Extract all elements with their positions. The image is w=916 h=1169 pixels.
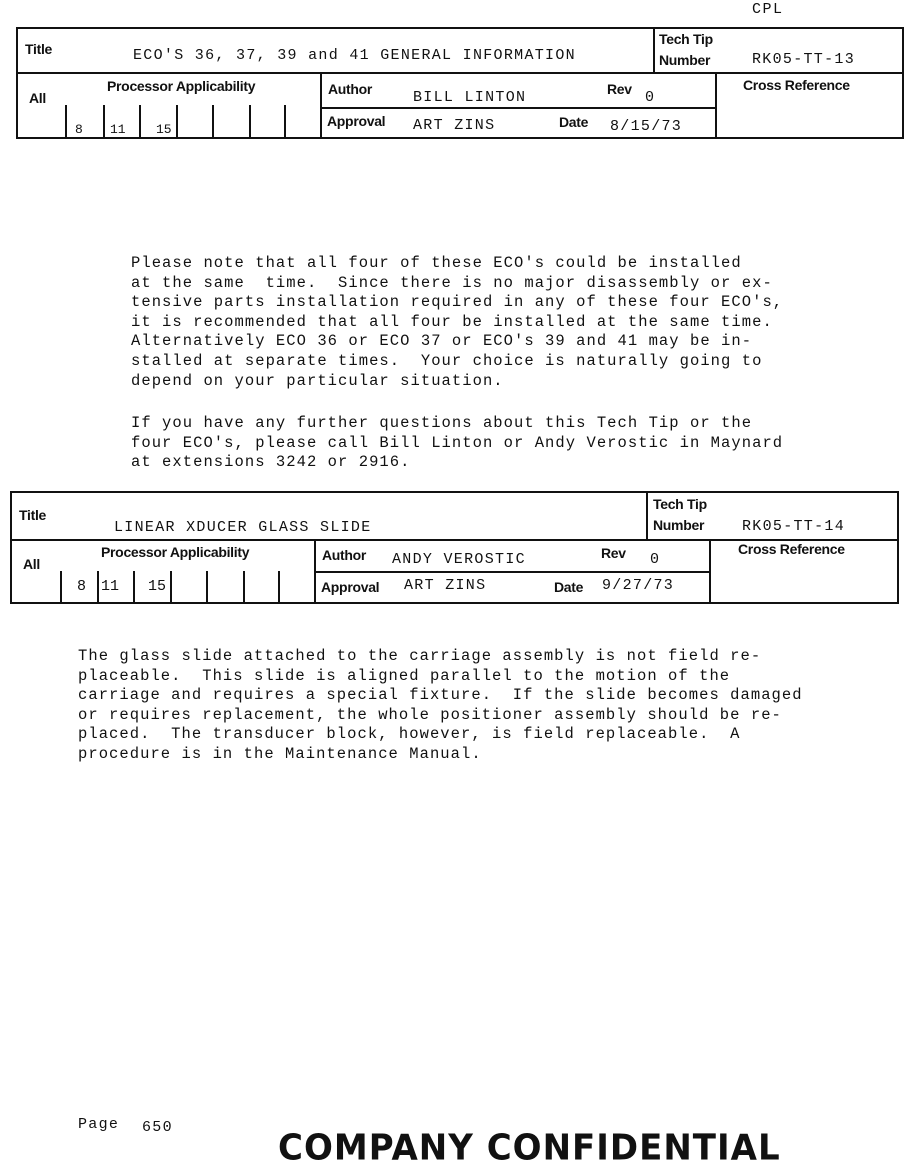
techtip-label: Tech Tip xyxy=(653,496,707,512)
proc-tick xyxy=(60,571,62,604)
processor-author-divider xyxy=(320,72,322,139)
page-marker: CPL xyxy=(752,1,784,18)
title-techtip-divider xyxy=(646,491,648,541)
rev-label: Rev xyxy=(601,545,626,561)
proc-tick xyxy=(176,105,178,139)
author-crossref-divider xyxy=(715,72,717,139)
all-label: All xyxy=(29,90,46,106)
proc-tick xyxy=(243,571,245,604)
author-label: Author xyxy=(328,81,373,97)
processor-author-divider xyxy=(314,539,316,604)
proc-tick xyxy=(249,105,251,139)
processor-15: 15 xyxy=(156,122,172,137)
author-value: BILL LINTON xyxy=(413,89,527,106)
tip-number: RK05-TT-13 xyxy=(752,51,856,68)
proc-tick xyxy=(284,105,286,139)
proc-tick xyxy=(170,571,172,604)
approval-label: Approval xyxy=(327,113,386,129)
approval-value: ART ZINS xyxy=(404,577,487,594)
title-label: Title xyxy=(25,41,53,57)
number-label: Number xyxy=(653,517,705,533)
author-value: ANDY VEROSTIC xyxy=(392,551,526,568)
proc-tick xyxy=(212,105,214,139)
page-label: Page xyxy=(78,1116,120,1133)
tip-number: RK05-TT-14 xyxy=(742,518,846,535)
crossref-label: Cross Reference xyxy=(738,541,845,557)
techtip-label: Tech Tip xyxy=(659,31,713,47)
author-crossref-divider xyxy=(709,539,711,604)
proc-tick xyxy=(97,571,99,604)
crossref-label: Cross Reference xyxy=(743,77,850,93)
confidential-stamp: COMPANY CONFIDENTIAL xyxy=(278,1127,781,1169)
proc-tick xyxy=(278,571,280,604)
tip-title: LINEAR XDUCER GLASS SLIDE xyxy=(114,519,372,536)
all-label: All xyxy=(23,556,40,572)
date-label: Date xyxy=(554,579,584,595)
processor-11: 11 xyxy=(110,122,126,137)
number-label: Number xyxy=(659,52,711,68)
author-label: Author xyxy=(322,547,367,563)
processor-label: Processor Applicability xyxy=(101,544,250,560)
processor-8: 8 xyxy=(77,578,87,595)
date-value: 9/27/73 xyxy=(602,577,675,594)
tip13-paragraph-1: Please note that all four of these ECO's could be installed at the same time. Since there is no major disassembly or ex- tensive parts installation required in any of these four ECO's, it is recommended that all four be installed at the same time. Alternatively ECO 36 or ECO 37 or ECO's 39 and 41 may be in- stalled at separate times. Your choice is naturally going to depend on your particular situation. xyxy=(131,254,784,390)
proc-tick xyxy=(65,105,67,139)
proc-tick xyxy=(133,571,135,604)
author-approval-divider xyxy=(321,107,716,109)
approval-label: Approval xyxy=(321,579,380,595)
page-number: 650 xyxy=(142,1119,173,1136)
processor-8: 8 xyxy=(75,122,83,137)
title-label: Title xyxy=(19,507,47,523)
title-techtip-divider xyxy=(653,27,655,73)
processor-label: Processor Applicability xyxy=(107,78,256,94)
proc-tick xyxy=(206,571,208,604)
rev-label: Rev xyxy=(607,81,632,97)
tip14-paragraph-1: The glass slide attached to the carriage assembly is not field re- placeable. This slide is aligned parallel to the motion of the carriage and requires a special fixture. If the slide becomes damaged or requires replacement, the whole positioner assembly should be re- placed. The transducer block, however, is field replaceable. A procedure is in the Maintenance Manual. xyxy=(78,647,803,763)
processor-15: 15 xyxy=(148,578,167,595)
proc-tick xyxy=(103,105,105,139)
tip-title: ECO'S 36, 37, 39 and 41 GENERAL INFORMATION xyxy=(133,47,576,64)
processor-11: 11 xyxy=(101,578,120,595)
approval-value: ART ZINS xyxy=(413,117,496,134)
author-approval-divider xyxy=(315,571,710,573)
date-value: 8/15/73 xyxy=(610,118,683,135)
rev-value: 0 xyxy=(645,89,656,106)
rev-value: 0 xyxy=(650,551,661,568)
date-label: Date xyxy=(559,114,589,130)
proc-tick xyxy=(139,105,141,139)
tip13-paragraph-2: If you have any further questions about this Tech Tip or the four ECO's, please call Bill Linton or Andy Verostic in Maynard at extensions 3242 or 2916. xyxy=(131,414,784,472)
header-divider xyxy=(16,72,904,74)
